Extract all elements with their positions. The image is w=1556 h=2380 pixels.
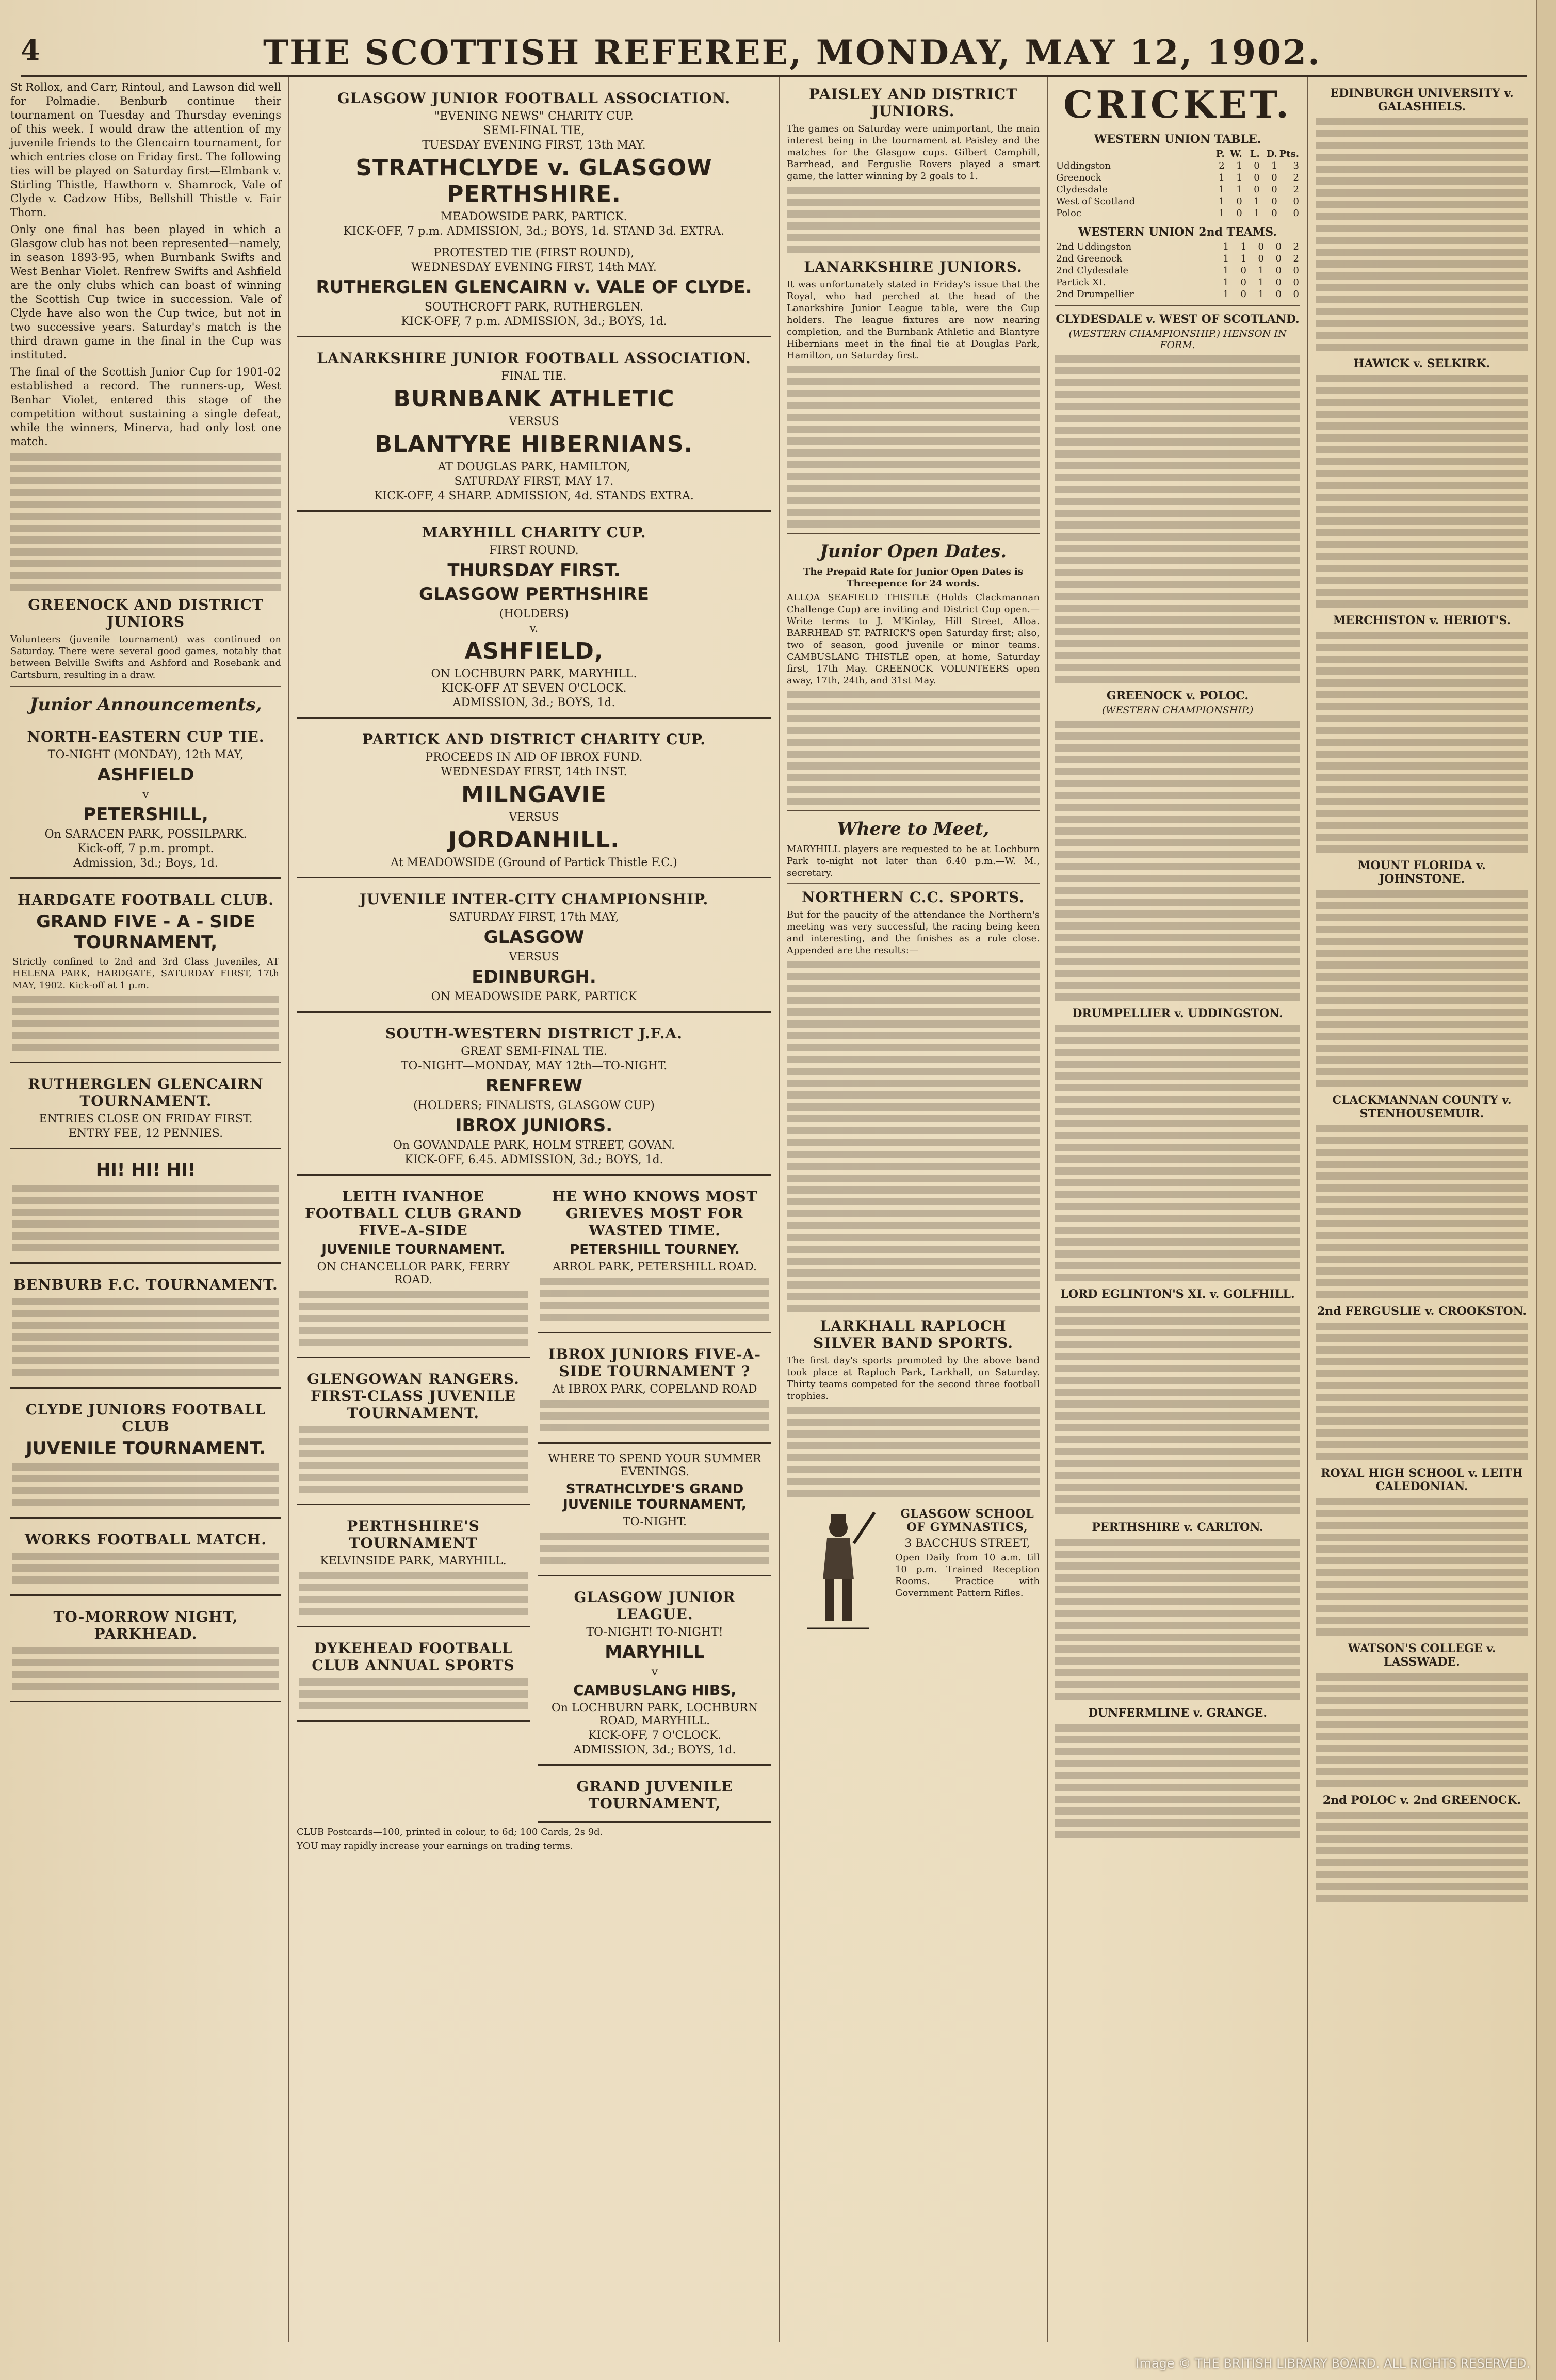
northern-sports-text: But for the paucity of the attendance the Northern's meeting was very successful, the racing being keen and interesting, and the finishes as a rule close. Appended are the results:— (787, 909, 1040, 956)
ad-title: GLASGOW JUNIOR LEAGUE. (574, 1589, 736, 1623)
table-row (1055, 195, 1300, 207)
table-cell: 2nd Clydesdale (1056, 265, 1129, 276)
ad-date: SATURDAY FIRST, MAY 17. (454, 475, 614, 488)
table-cell: 0 (1293, 277, 1299, 288)
table-cell: 0 (1254, 160, 1260, 171)
table-cell: 0 (1240, 277, 1246, 288)
masthead (21, 28, 1527, 77)
ad-rutherglen (10, 1066, 281, 1149)
table-row (1055, 276, 1300, 288)
table-cell: Partick XI. (1056, 277, 1106, 288)
soldier-illustration (787, 1507, 890, 1636)
table-header-cell: L. (1250, 149, 1260, 159)
match-title: STRATHCLYDE v. GLASGOW PERTHSHIRE. (355, 155, 712, 207)
ad-venue: On LOCHBURN PARK, LOCHBURN ROAD, MARYHILL. (551, 1702, 758, 1727)
ad-title: GLASGOW JUNIOR FOOTBALL ASSOCIATION. (337, 90, 731, 107)
table-cell: 0 (1275, 253, 1282, 264)
page-number: 4 (21, 34, 40, 67)
table-row (1055, 207, 1300, 219)
table-row (1055, 172, 1300, 184)
versus: v (651, 1666, 658, 1678)
ad-title: RUTHERGLEN GLENCAIRN TOURNAMENT. (28, 1075, 264, 1110)
table-header-cell: D. (1266, 149, 1277, 159)
table-cell: 0 (1271, 172, 1277, 183)
table-row (1055, 288, 1300, 300)
ad-kickoff: KICK-OFF AT SEVEN O'CLOCK. (441, 682, 627, 695)
open-dates-text: ALLOA SEAFIELD THISTLE (Holds Clackmannan Challenge Cup) are inviting and District Cup open.—Write terms to J. M'Kinlay, Hill Street, Alloa. BARRHEAD ST. PATRICK'S open Saturday first; also, two of season, good juvenile or minor teams. CAMBUSLANG THISTLE open, at home, Saturday first, 17th May. GREENOCK VOLUNTEERS open away, 17th, 24th, and 31st May. (787, 592, 1040, 686)
table-cell: 1 (1223, 265, 1229, 276)
team-name: MARYHILL (605, 1642, 705, 1662)
table-cell: 2 (1293, 241, 1299, 252)
table-cell: 0 (1240, 289, 1246, 300)
ad-title: NORTH-EASTERN CUP TIE. (27, 728, 265, 745)
ad-title: HE WHO KNOWS MOST GRIEVES MOST FOR WASTED TIME. (552, 1188, 758, 1239)
ad-benburb (10, 1267, 281, 1389)
match-heading: ROYAL HIGH SCHOOL v. LEITH CALEDONIAN. (1321, 1466, 1523, 1493)
table-row (1055, 265, 1300, 276)
newspaper-title: THE SCOTTISH REFEREE, MONDAY, MAY 12, 1902. (263, 32, 1322, 73)
match-heading: PERTHSHIRE v. CARLTON. (1092, 1521, 1263, 1534)
ad-subtitle: GRAND FIVE - A - SIDE TOURNAMENT, (36, 911, 255, 953)
table-cell: 0 (1275, 241, 1282, 252)
team-name: ASHFIELD (97, 764, 194, 785)
where-to-meet-heading: Where to Meet, (837, 819, 990, 839)
table-cell: 0 (1271, 184, 1277, 195)
ad-date: TO-NIGHT (MONDAY), 12th MAY, (47, 748, 244, 761)
ad-title: GLENGOWAN RANGERS. FIRST-CLASS JUVENILE TOURNAMENT. (307, 1371, 520, 1422)
ad-date: TO-NIGHT! TO-NIGHT! (586, 1626, 723, 1639)
ad-title: MARYHILL CHARITY CUP. (422, 524, 646, 541)
western-union-table-heading: WESTERN UNION TABLE. (1094, 133, 1261, 146)
versus: v (142, 788, 149, 801)
table-cell: Greenock (1056, 172, 1101, 183)
ad-subtitle: PROCEEDS IN AID OF IBROX FUND. (425, 751, 643, 764)
team-note: (HOLDERS) (499, 608, 569, 621)
table-row (1055, 241, 1300, 253)
ad-venue: SOUTHCROFT PARK, RUTHERGLEN. (424, 301, 644, 314)
ad-title: CLYDE JUNIORS FOOTBALL CLUB (25, 1401, 266, 1435)
table-cell: 1 (1219, 196, 1225, 207)
ad-juvenile-inter-city (297, 882, 771, 1013)
table-cell: 0 (1293, 196, 1299, 207)
ad-venue: ON MEADOWSIDE PARK, PARTICK (431, 990, 637, 1003)
match-heading: WATSON'S COLLEGE v. LASSWADE. (1348, 1642, 1496, 1669)
table-cell: 2nd Uddingston (1056, 241, 1132, 252)
ad-title: SOUTH-WESTERN DISTRICT J.F.A. (385, 1025, 683, 1042)
ad-glasgow-junior-association (297, 80, 771, 337)
northern-sports-heading: NORTHERN C.C. SPORTS. (801, 889, 1025, 906)
ad-glasgow-junior-league (538, 1579, 771, 1766)
table-cell: 0 (1275, 277, 1282, 288)
ad-date: THURSDAY FIRST. (447, 560, 621, 581)
ad-round: GREAT SEMI-FINAL TIE. (461, 1045, 607, 1058)
table-cell: 1 (1236, 160, 1242, 171)
club-postcards-ad: CLUB Postcards—100, printed in colour, to 6d; 100 Cards, 2s 9d. (297, 1827, 603, 1837)
team-name: RENFREW (485, 1075, 582, 1096)
ad-parkhead (10, 1599, 281, 1702)
match-heading: CLACKMANNAN COUNTY v. STENHOUSEMUIR. (1332, 1094, 1512, 1120)
table-cell: 0 (1258, 241, 1264, 252)
table-cell: 1 (1258, 289, 1264, 300)
table-cell: 1 (1223, 289, 1229, 300)
ad-title: IBROX JUNIORS FIVE-A-SIDE TOURNAMENT ? (548, 1346, 761, 1380)
table-cell: 1 (1240, 253, 1246, 264)
table-cell: 1 (1223, 253, 1229, 264)
ad-venue: On SARACEN PARK, POSSILPARK. (44, 828, 247, 841)
ad-clyde-juniors (10, 1392, 281, 1519)
greenock-juniors-text: Volunteers (juvenile tournament) was continued on Saturday. There were several good games, notably that between Belville Swifts and Ashford and Rosebank and Cartsburn, resulting in a draw. (10, 634, 281, 680)
team-name: GLASGOW (483, 927, 585, 948)
match-heading: MOUNT FLORIDA v. JOHNSTONE. (1358, 859, 1486, 886)
cricket-heading: CRICKET. (1063, 83, 1292, 126)
ad-glengowan (297, 1361, 530, 1505)
text-filler (10, 453, 281, 591)
ad-date: WEDNESDAY EVENING FIRST, 14th MAY. (411, 261, 657, 274)
table-cell: 2 (1219, 160, 1225, 171)
open-dates-rate: The Prepaid Rate for Junior Open Dates is Threepence for 24 words. (803, 566, 1023, 589)
table-header-cell: W. (1230, 149, 1242, 159)
column-1 (3, 77, 289, 2342)
ad-title: HARDGATE FOOTBALL CLUB. (17, 891, 274, 908)
team-note: (HOLDERS; FINALISTS, GLASGOW CUP) (413, 1099, 655, 1112)
ad-admission: ADMISSION, 3d.; BOYS, 1d. (573, 1743, 736, 1756)
ad-title: PERTHSHIRE'S TOURNAMENT (347, 1518, 480, 1552)
ad-address: 3 BACCHUS STREET, (904, 1537, 1030, 1550)
column-4 (1048, 77, 1308, 2342)
table-header-cell: Pts. (1279, 149, 1299, 159)
ad-date: TUESDAY EVENING FIRST, 13th MAY. (422, 139, 646, 152)
table-row (1055, 184, 1300, 195)
ad-perthshire (297, 1508, 530, 1627)
article-intro: St Rollox, and Carr, Rintoul, and Lawson did well for Polmadie. Benburb continue their tournament on Tuesday and Thursday evenings of this week. I would draw the attention of my juvenile friends to the Glencairn tournament, for which entries close on Friday first. The following ties will be played on Saturday first—Elmbank v. Stirling Thistle, Hawthorn v. Shamrock, Vale of Clyde v. Cadzow Hibs, Bellshill Thistle v. Fair Thorn. (10, 81, 281, 219)
ad-kickoff: KICK-OFF, 6.45. ADMISSION, 3d.; BOYS, 1d. (404, 1153, 663, 1166)
table-row (1055, 160, 1300, 172)
table-cell: 1 (1219, 184, 1225, 195)
team-name: EDINBURGH. (472, 967, 596, 987)
ad-text: ENTRIES CLOSE ON FRIDAY FIRST. (39, 1113, 253, 1126)
ad-gymnastics-school (895, 1502, 1040, 1641)
article-finance: The final of the Scottish Junior Cup for 1901-02 established a record. The runners-up, West Benhar Violet, entered this stage of the competition without sustaining a single defeat, while the winners, Minerva, had only lost one match. (10, 366, 281, 448)
ad-venue: AT DOUGLAS PARK, HAMILTON, (437, 461, 630, 474)
ad-south-western (297, 1016, 771, 1176)
ad-partick-charity-cup (297, 722, 771, 878)
western-union-table (1055, 148, 1300, 219)
table-cell: 1 (1240, 241, 1246, 252)
match-heading: DUNFERMLINE v. GRANGE. (1088, 1706, 1268, 1720)
table-cell: 2 (1293, 253, 1299, 264)
match-heading: EDINBURGH UNIVERSITY v. GALASHIELS. (1330, 87, 1514, 113)
table-header-cell (1055, 148, 1208, 160)
ad-venue: KELVINSIDE PARK, MARYHILL. (320, 1555, 507, 1568)
table-cell: 1 (1223, 241, 1229, 252)
team-name: JORDANHILL. (448, 827, 620, 853)
ad-venue: On GOVANDALE PARK, HOLM STREET, GOVAN. (393, 1139, 675, 1152)
ad-leith-ivanhoe (297, 1179, 530, 1358)
table-cell: 0 (1275, 289, 1282, 300)
match-heading: GREENOCK v. POLOC. (1106, 689, 1249, 703)
larkhall-text: The first day's sports promoted by the above band took place at Raploch Park, Larkhall, on Saturday. Thirty teams competed for the second three football trophies. (787, 1355, 1040, 1401)
ad-date: WEDNESDAY FIRST, 14th INST. (441, 765, 627, 778)
table-cell: 0 (1293, 208, 1299, 219)
lanarkshire-text: It was unfortunately stated in Friday's issue that the Royal, who had perched at the head of the Lanarkshire Junior League table, were the Cup holders. The league fixtures are now nearing completion, and the Burnbank Athletic and Blantyre Hibernians meet in the final tie at Douglas Park, Hamilton, on Saturday first. (787, 279, 1040, 361)
column-3 (780, 77, 1048, 2342)
ad-venue: MEADOWSIDE PARK, PARTICK. (441, 210, 627, 223)
ad-admission: Admission, 3d.; Boys, 1d. (73, 857, 218, 870)
column-2 (289, 77, 780, 2342)
ad-lanarkshire-association (297, 340, 771, 512)
ad-subtitle: JUVENILE TOURNAMENT. (26, 1438, 266, 1459)
table-row (1055, 253, 1300, 265)
table-cell: 0 (1293, 265, 1299, 276)
ad-date: SATURDAY FIRST, 17th MAY, (449, 911, 619, 924)
ad-title: LEITH IVANHOE FOOTBALL CLUB GRAND FIVE-A-SIDE (304, 1188, 522, 1239)
team-name: ASHFIELD, (464, 638, 604, 664)
ad-title: GRAND JUVENILE TOURNAMENT, (576, 1778, 733, 1812)
match-heading: DRUMPELLIER v. UDDINGSTON. (1072, 1007, 1283, 1020)
ad-text: Strictly confined to 2nd and 3rd Class Juveniles, AT HELENA PARK, HARDGATE, SATURDAY FIRST, 17th MAY, 1902. Kick-off at 1 p.m. (12, 956, 279, 991)
article-history: Only one final has been played in which a Glasgow club has not been represented—namely, in season 1893-95, when Burnbank Swifts and West Benhar Violet. Renfrew Swifts and Ashfield are the only clubs which can boast of winning the Scottish Cup twice in succession. Vale of Clyde have also won the Cup twice, but not in two successive years. Saturday's match is the third drawn game in the final in the Cup was instituted. (10, 223, 281, 361)
table-cell: 3 (1293, 160, 1299, 171)
ad-title: LANARKSHIRE JUNIOR FOOTBALL ASSOCIATION. (317, 350, 751, 367)
ad-round: SEMI-FINAL TIE, (483, 124, 585, 137)
table-cell: 1 (1223, 277, 1229, 288)
ad-venue: At IBROX PARK, COPELAND ROAD (552, 1383, 757, 1396)
ad-title: WHERE TO SPEND YOUR SUMMER EVENINGS. (548, 1453, 761, 1478)
team-name: PETERSHILL, (83, 804, 208, 825)
versus: VERSUS (509, 415, 559, 428)
ad-round: PROTESTED TIE (FIRST ROUND), (433, 247, 635, 259)
ad-kickoff: KICK-OFF, 4 SHARP. ADMISSION, 4d. STANDS EXTRA. (374, 490, 694, 502)
ad-title: DYKEHEAD FOOTBALL CLUB ANNUAL SPORTS (312, 1640, 515, 1674)
junior-announcements-heading: Junior Announcements, (29, 694, 262, 715)
ad-venue: At MEADOWSIDE (Ground of Partick Thistle F.C.) (391, 856, 677, 869)
match-subheading: (WESTERN CHAMPIONSHIP.) (1101, 705, 1254, 716)
ad-title: JUVENILE INTER-CITY CHAMPIONSHIP. (359, 891, 709, 908)
table-cell: 1 (1219, 208, 1225, 219)
table-cell: 0 (1275, 265, 1282, 276)
team-name: BURNBANK ATHLETIC (393, 386, 675, 412)
you-ad: YOU may rapidly increase your earnings on trading terms. (297, 1840, 573, 1851)
table-cell: Uddingston (1056, 160, 1111, 171)
ad-title: WORKS FOOTBALL MATCH. (25, 1531, 267, 1548)
table-cell: 0 (1236, 208, 1242, 219)
ad-petershill (538, 1179, 771, 1333)
ad-title: BENBURB F.C. TOURNAMENT. (13, 1276, 278, 1293)
ad-north-eastern (10, 719, 281, 879)
image-credit: Image © THE BRITISH LIBRARY BOARD. ALL RIGHTS RESERVED. (1136, 2356, 1530, 2371)
table-cell: 2 (1293, 184, 1299, 195)
ad-round: FINAL TIE. (501, 370, 567, 383)
table-cell: 0 (1293, 289, 1299, 300)
table-cell: 0 (1271, 208, 1277, 219)
ad-venue: ON CHANCELLOR PARK, FERRY ROAD. (317, 1261, 510, 1286)
table-cell: 2nd Greenock (1056, 253, 1122, 264)
table-cell: 1 (1254, 208, 1260, 219)
open-dates-heading: Junior Open Dates. (819, 541, 1007, 562)
paisley-text: The games on Saturday were unimportant, the main interest being in the tournament at Paisley and the matches for the Glasgow cups. Gilbert Camphill, Barrhead, and Ferguslie Rovers played a smart game, the latter winning by 2 goals to 1. (787, 123, 1040, 182)
table-cell: 0 (1240, 265, 1246, 276)
table-header-row (1055, 148, 1300, 160)
table-header-cell: P. (1215, 149, 1225, 159)
team-name: MILNGAVIE (461, 781, 607, 808)
team-name: GLASGOW PERTHSHIRE (419, 584, 649, 605)
ad-fee: ENTRY FEE, 12 PENNIES. (68, 1127, 223, 1140)
ad-hardgate (10, 882, 281, 1063)
table-cell: 1 (1258, 277, 1264, 288)
ad-ibrox-five-a-side (538, 1336, 771, 1444)
ad-date: TO-NIGHT. (622, 1515, 687, 1528)
ad-strathclyde (538, 1447, 771, 1576)
match-heading: 2nd FERGUSLIE v. CROOKSTON. (1317, 1305, 1527, 1318)
table-cell: 1 (1219, 172, 1225, 183)
table-cell: Clydesdale (1056, 184, 1108, 195)
ad-date: TO-NIGHT—MONDAY, MAY 12th—TO-NIGHT. (400, 1059, 668, 1072)
larkhall-heading: LARKHALL RAPLOCH SILVER BAND SPORTS. (813, 1317, 1014, 1351)
ad-title: GLASGOW SCHOOL OF GYMNASTICS, (900, 1507, 1034, 1534)
ad-kickoff: KICK-OFF, 7 p.m. ADMISSION, 3d.; BOYS, 1d. (401, 315, 667, 328)
ad-text: Open Daily from 10 a.m. till 10 p.m. Trained Reception Rooms. Practice with Government Pattern Rifles. (895, 1552, 1040, 1599)
team-name: CAMBUSLANG HIBS, (573, 1682, 736, 1699)
table-cell: 1 (1258, 265, 1264, 276)
ad-subtitle: "EVENING NEWS" CHARITY CUP. (434, 110, 634, 123)
match-heading: MERCHISTON v. HERIOT'S. (1333, 614, 1511, 627)
adjacent-page-edge (1536, 0, 1556, 2380)
ad-hi (10, 1152, 281, 1264)
versus: VERSUS (509, 811, 559, 824)
match-heading: LORD EGLINTON'S XI. v. GOLFHILL. (1060, 1287, 1295, 1301)
versus: VERSUS (509, 951, 559, 964)
table-cell: 0 (1271, 196, 1277, 207)
table-cell: 2nd Drumpellier (1056, 289, 1134, 300)
ad-dykehead (297, 1631, 530, 1722)
ad-venue: ON LOCHBURN PARK, MARYHILL. (431, 667, 637, 680)
ad-works-match (10, 1522, 281, 1596)
table-cell: Poloc (1056, 208, 1081, 219)
table-cell: 2 (1293, 172, 1299, 183)
ad-kickoff: KICK-OFF, 7 p.m. ADMISSION, 3d.; BOYS, 1d. STAND 3d. EXTRA. (343, 225, 725, 238)
table-cell: 0 (1254, 184, 1260, 195)
ad-kickoff: Kick-off, 7 p.m. prompt. (77, 842, 214, 855)
table-cell: 1 (1236, 184, 1242, 195)
table-cell: 1 (1236, 172, 1242, 183)
match-heading: CLYDESDALE v. WEST OF SCOTLAND. (1056, 313, 1300, 326)
ad-title: HI! HI! HI! (95, 1160, 196, 1180)
table-cell: 0 (1254, 172, 1260, 183)
match-heading: HAWICK v. SELKIRK. (1353, 357, 1490, 370)
ad-round: FIRST ROUND. (489, 544, 579, 557)
table-cell: 1 (1271, 160, 1277, 171)
ad-title: PARTICK AND DISTRICT CHARITY CUP. (362, 731, 706, 748)
match-subheading: (WESTERN CHAMPIONSHIP.) HENSON IN FORM. (1068, 328, 1287, 351)
team-name: IBROX JUNIORS. (455, 1115, 613, 1136)
match-title: RUTHERGLEN GLENCAIRN v. VALE OF CLYDE. (316, 277, 752, 298)
table-cell: 0 (1258, 253, 1264, 264)
ad-subtitle: JUVENILE TOURNAMENT. (321, 1242, 505, 1258)
ad-subtitle: PETERSHILL TOURNEY. (570, 1242, 740, 1258)
ad-kickoff: KICK-OFF, 7 O'CLOCK. (588, 1729, 722, 1742)
ad-grand-juvenile (538, 1769, 771, 1823)
table-cell: 0 (1236, 196, 1242, 207)
ad-maryhill-charity-cup (297, 515, 771, 719)
western-union-2nd-heading: WESTERN UNION 2nd TEAMS. (1078, 225, 1277, 239)
lanarkshire-heading: LANARKSHIRE JUNIORS. (804, 258, 1023, 275)
ad-subtitle: STRATHCLYDE'S GRAND JUVENILE TOURNAMENT, (563, 1481, 747, 1512)
ad-title: TO-MORROW NIGHT, PARKHEAD. (53, 1608, 238, 1642)
table-cell: West of Scotland (1056, 196, 1136, 207)
versus: v. (529, 622, 539, 635)
where-to-meet-text: MARYHILL players are requested to be at Lochburn Park to-night not later than 6.40 p.m.—W. M., secretary. (787, 844, 1040, 878)
column-5 (1308, 77, 1535, 2342)
team-name: BLANTYRE HIBERNIANS. (375, 431, 693, 458)
ad-venue: ARROL PARK, PETERSHILL ROAD. (553, 1261, 757, 1274)
greenock-juniors-heading: GREENOCK AND DISTRICT JUNIORS (28, 596, 264, 630)
paisley-heading: PAISLEY AND DISTRICT JUNIORS. (808, 86, 1018, 120)
western-union-2nd-table (1055, 241, 1300, 300)
ad-admission: ADMISSION, 3d.; BOYS, 1d. (452, 696, 615, 709)
match-heading: 2nd POLOC v. 2nd GREENOCK. (1322, 1794, 1521, 1807)
table-cell: 1 (1254, 196, 1260, 207)
